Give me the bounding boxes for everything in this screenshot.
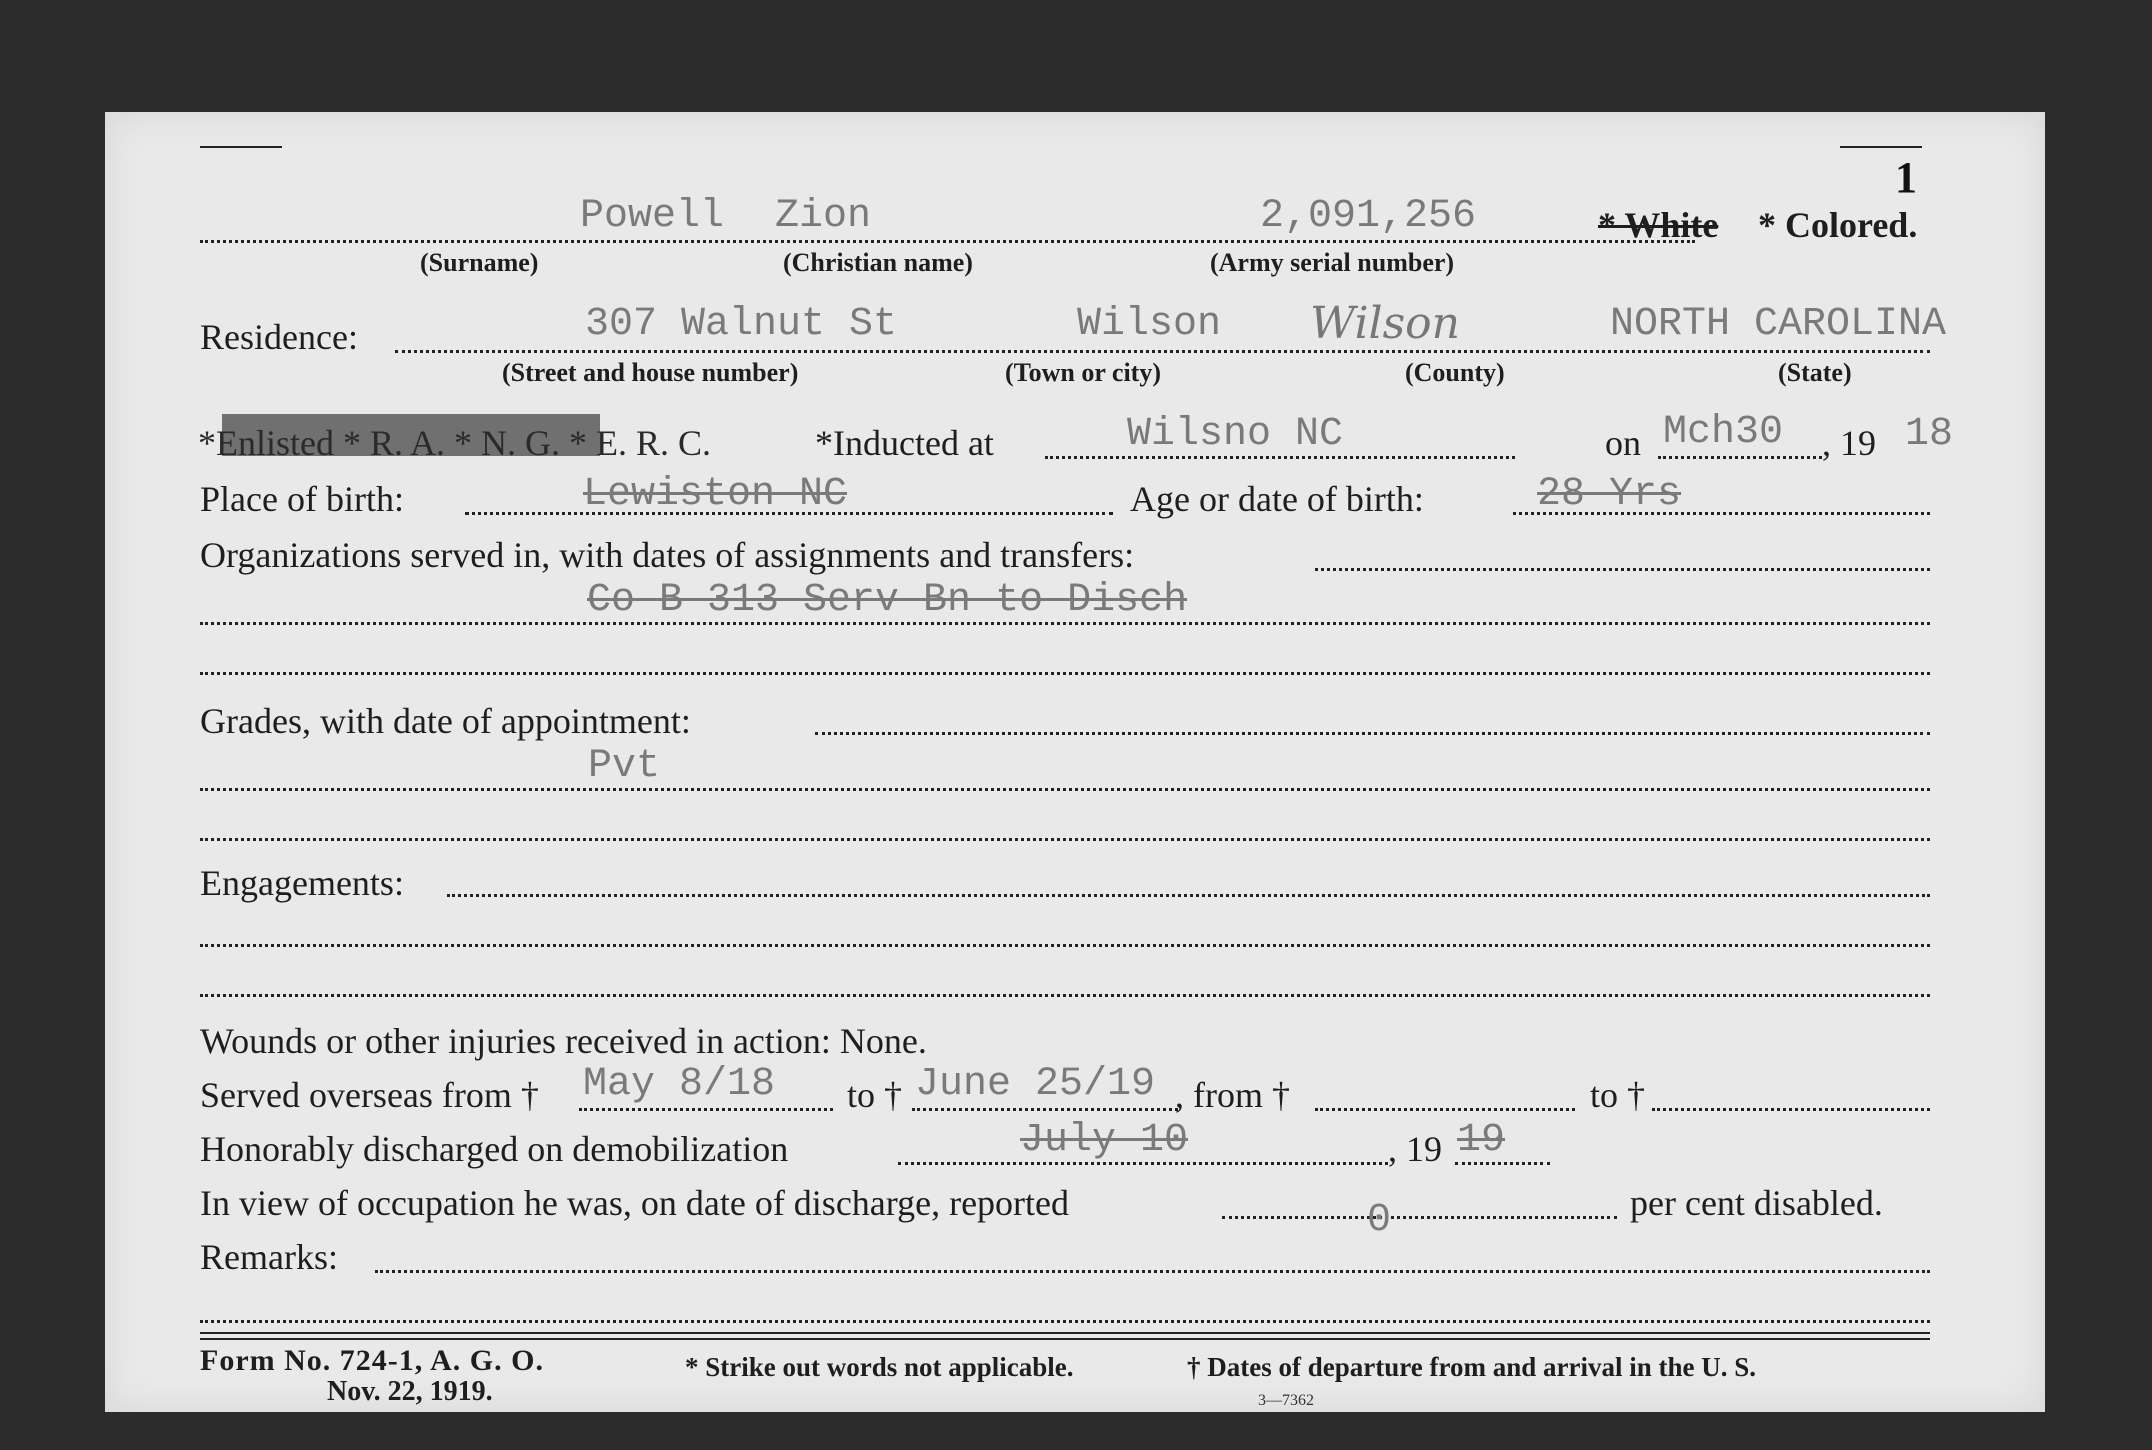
age-label: Age or date of birth: [1130,479,1424,519]
christian-name-value: Zion [775,194,872,239]
remarks-line-2 [200,1320,1930,1323]
disabled-line [1222,1216,1617,1219]
organizations-line-3 [200,672,1930,675]
state-value: NORTH CAROLINA [1610,302,1947,347]
serial-number-caption: (Army serial number) [1210,248,1455,277]
inducted-year-value: 18 [1905,412,1954,457]
discharge-year-prefix: , 19 [1388,1129,1442,1169]
overseas-from-value: May 8/18 [583,1062,776,1107]
discharge-date-value: July 10 [1020,1118,1189,1163]
surname-value: Powell [580,194,725,239]
overseas-from-label: Served overseas from † [200,1075,539,1115]
inducted-place-value: Wilsno NC [1127,412,1344,457]
grades-line-2 [200,788,1930,791]
inducted-label: *Inducted at [815,423,994,463]
christian-name-caption: (Christian name) [783,248,973,277]
card-number: 1 [1895,153,1917,202]
on-label: on [1605,423,1641,463]
state-caption: (State) [1778,358,1852,387]
inducted-year-prefix: , 19 [1822,423,1876,463]
residence-label: Residence: [200,317,358,357]
overseas-to-line [912,1108,1178,1111]
street-caption: (Street and house number) [502,358,799,387]
footer-rule-1 [200,1332,1930,1334]
engagements-line-2 [200,944,1930,947]
grades-line-1 [815,732,1930,735]
street-value: 307 Walnut St [585,302,898,347]
name-line [200,240,1695,243]
overseas-from-line [579,1108,833,1111]
organizations-value: Co B 313 Serv Bn to Disch [587,578,1188,623]
county-caption: (County) [1405,358,1505,387]
inducted-date-value: Mch30 [1663,410,1784,455]
grades-label: Grades, with date of appointment: [200,701,691,741]
town-value: Wilson [1077,302,1222,347]
town-caption: (Town or city) [1005,358,1161,387]
strike-note: * Strike out words not applicable. [685,1352,1074,1382]
dates-note: † Dates of departure from and arrival in the U. S. [1187,1352,1756,1382]
residence-line [395,350,1930,353]
disabled-value: 0 [1367,1198,1392,1243]
service-record-card [105,112,2045,1412]
disabled-suffix: per cent disabled. [1630,1183,1883,1223]
age-value: 28 Yrs [1537,472,1682,517]
organizations-line-1 [1315,568,1930,571]
form-number: Form No. 724-1, A. G. O. [200,1344,544,1377]
organizations-label: Organizations served in, with dates of assignments and transfers: [200,535,1135,575]
inducted-date-line [1658,456,1822,459]
birth-place-value: Lewiston NC [583,472,848,517]
overseas-to2-line [1652,1108,1930,1111]
remarks-line-1 [375,1270,1930,1273]
overseas-to-value: June 25/19 [915,1062,1156,1107]
wounds-label: Wounds or other injuries received in action: None. [200,1021,927,1061]
overseas-to-label: to † [847,1075,903,1115]
engagements-label: Engagements: [200,863,404,903]
surname-caption: (Surname) [420,248,539,277]
grades-value: Pvt [588,744,661,789]
birth-place-label: Place of birth: [200,479,404,519]
engagements-line-1 [447,894,1930,897]
race-white-label: * White [1598,205,1719,245]
footer-rule-2 [200,1338,1930,1340]
overseas-from2-line [1315,1108,1575,1111]
print-code: 3—7362 [1258,1392,1314,1409]
grades-line-3 [200,838,1930,841]
top-left-rule [200,146,282,148]
top-right-rule [1840,146,1922,148]
county-value: Wilson [1310,298,1461,349]
overseas-from2-label: , from † [1175,1075,1290,1115]
discharge-year-value: 19 [1457,1118,1506,1163]
serial-number-value: 2,091,256 [1260,194,1477,239]
form-date: Nov. 22, 1919. [327,1376,493,1407]
engagements-line-3 [200,994,1930,997]
overseas-to2-label: to † [1590,1075,1646,1115]
remarks-label: Remarks: [200,1237,338,1277]
occupation-label: In view of occupation he was, on date of discharge, reported [200,1183,1070,1223]
discharge-label: Honorably discharged on demobilization [200,1129,789,1169]
race-colored-label: * Colored. [1758,205,1918,245]
enlisted-label: *Enlisted * R. A. * N. G. * E. R. C. [198,423,712,463]
